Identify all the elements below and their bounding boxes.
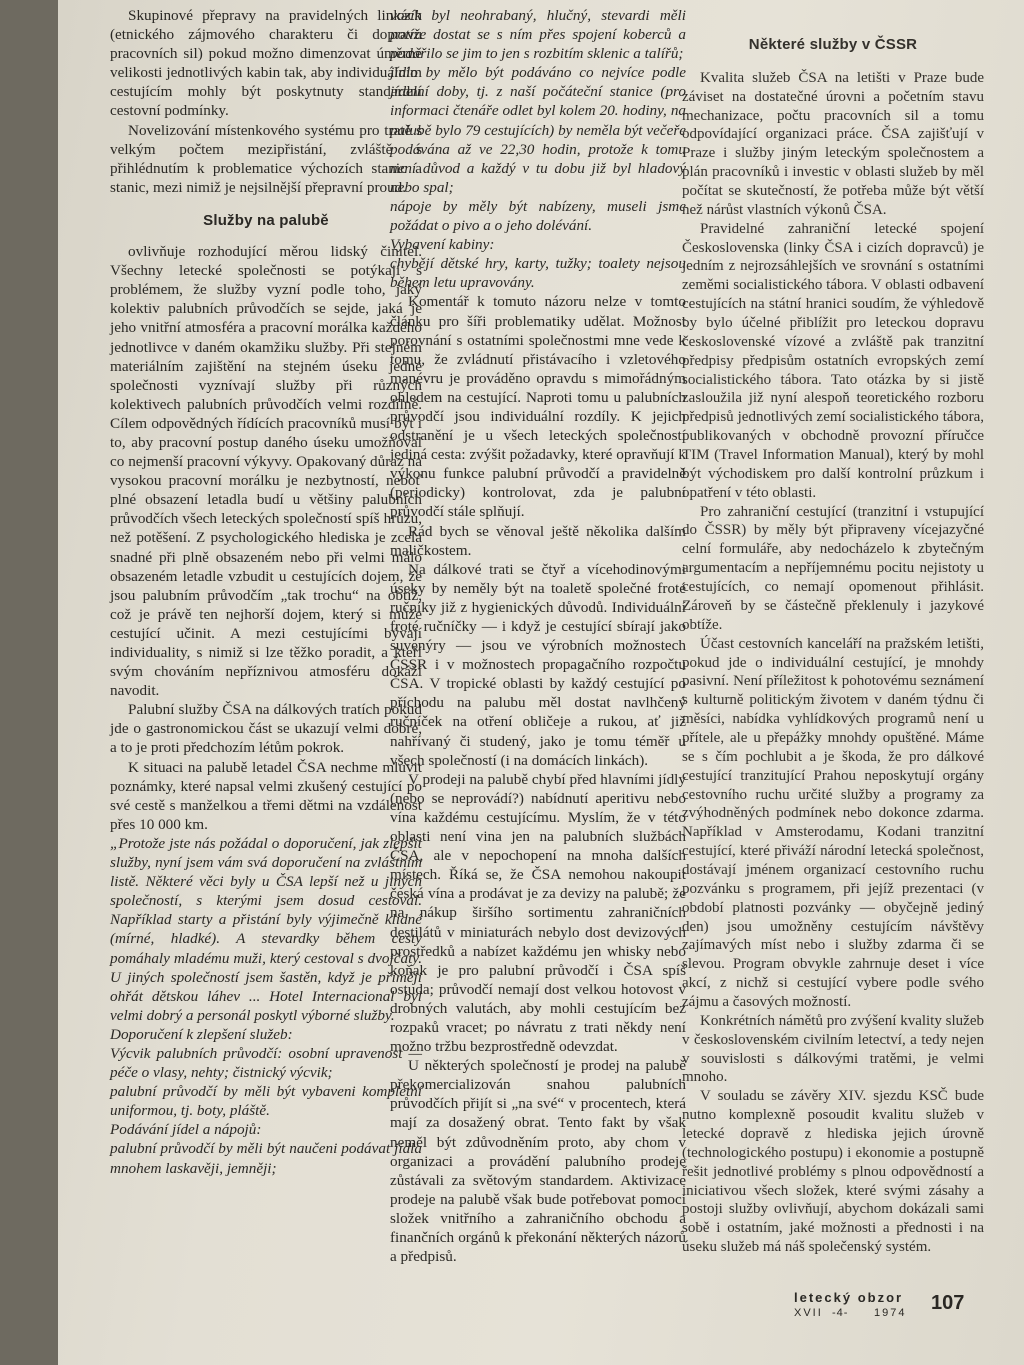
quoted-paragraph: vozík byl neohrabaný, hlučný, stevardi měli potíže dostat se s ním přes spojení koberců a podařilo se jim to jen s rozbitím sklenic a talířů; <box>390 7 686 63</box>
quoted-paragraph: nápoje by měly být nabízeny, museli jsme požádat o pivo a o jeho dolévání. <box>390 197 686 235</box>
quoted-paragraph: Doporučení k zlepšení služeb: <box>110 1025 293 1043</box>
issue-year: 1974 <box>874 1307 907 1319</box>
column-middle <box>390 6 686 1266</box>
body-paragraph: K situaci na palubě letadel ČSA nechme mluvit poznámky, které napsal velmi zkušený cestující po své cestě s manželkou a třemi dětmi na vzdálenost přes 10 000 km. <box>110 758 422 833</box>
body-paragraph: Na dálkové trati se čtyř a vícehodinovými úseky by neměly být na toaletě společné froté ručníky již z hygienických důvodů. Individuální froté ručníčky — i když je cestující sbírají jako suvenýry — jsou ve výrobních možnostech ČSSR i v možnostech propagačního rozpočtu ČSA. V tropické oblasti by každý cestující po příchodu na palubu měl dostat navlhčený ručníček na otření obličeje a rukou, ať již nahřívaný či studený, jako je tomu téměř u všech společností (i na domácích linkách). <box>390 560 686 769</box>
magazine-name: letecký obzor <box>794 1290 904 1305</box>
page-footer <box>794 1290 994 1330</box>
body-paragraph: V prodeji na palubě chybí před hlavními jídly (nebo se neprovádí?) nabídnutí aperitivu nebo vína každému cestujícímu. Myslím, že v této oblasti není vina jen na palubních službách ČSA, ale v nepochopení na mnoha dalších místech. Říká se, že ČSA nemohou nakoupit česká vína a prodávat je za devizy na palubě; že na nákup širšího sortimentu zahraničních destilátů v miniaturách nebylo dost devizových prostředků a nabízet každému jen whisky nebo koňak je pro palubní průvodčí i ČSA spíš ostuda; průvodčí nemají dost velkou hotovost v drobných valutách, aby mohli cestujícím bez rozpaků vracet; po návratu z trati někdy není možno tržbu bezprostředně odevzdat. <box>390 770 686 1056</box>
body-paragraph: Skupinové přepravy na pravidelných linkách (etnického zájmového charakteru či dopravu pracovních sil) pokud možno dimenzovat úměrně velikosti jednotlivých kabin tak, aby individuálním cestujícím mohly být poskytnuty standardní cestovní podmínky. <box>110 7 422 120</box>
quoted-paragraph: palubní průvodčí by měli být vybaveni kompletní uniformou, tj. boty, pláště. <box>110 1083 422 1120</box>
quoted-paragraph: palubní průvodčí by měli být naučeni podávat jídla mnohem laskavěji, jemněji; <box>110 1140 422 1177</box>
quoted-paragraph: chybějí dětské hry, karty, tužky; toalety nejsou během letu upravovány. <box>390 255 686 292</box>
body-paragraph: Konkrétních námětů pro zvýšení kvality služeb v československém civilním letectví, a tedy nejen v souvislosti s dálkovými tratěmi, je velmi mnoho. <box>682 1012 984 1086</box>
volume-number: XVII <box>794 1307 823 1319</box>
body-paragraph: Komentář k tomuto názoru nelze v tomto článku pro šíři problematiky udělat. Možnost porovnání s ostatními společnostmi mne vede k tomu, že zvládnutí přistávacího i vzletového manévru je prováděno opravdu s mimořádným ohledem na cestující. Naproti tomu u palubních průvodčí jsou individuální rozdíly. K jejich odstranění je u všech leteckých společností jediná cesta: zvýšit požadavky, které opravňují k výkonu funkce palubní průvodčí a pravidelně (periodicky) kontrolovat, zda je palubní průvodčí stále splňují. <box>390 293 686 521</box>
quoted-paragraph: Vybavení kabiny: <box>390 236 495 254</box>
body-paragraph: ovlivňuje rozhodující měrou lidský činitel. Všechny letecké společnosti se potýkají s problémem, že služby vyzní podle toho, jaký kolektiv palubních průvodčích se sejde, jaká je jeho vnitřní atmosféra a pracovní morálka každého jednotlivce v daném okamžiku služby. Při stejném materiálním zajištění na stejném úseku jedné společnosti vyznívají služby při různých kolektivech palubních průvodčích velmi rozdílně. Cílem odpovědných řídících pracovníků musí být i to, aby pracovní postup daného úseku umožňoval co nejmenší pracovní výkyvy. Opakovaný důraz na vysokou pracovní morálku je nezbytností, neboť plné obsazení letadla budí u většiny palubních průvodčích všech leteckých společností spíš hrůzu, než potěšení. Z psychologického hlediska je zcela snadné při plně obsazeném nebo při velmi málo obsazeném letadle vzbudit u cestujících dojem, že jsou palubním průvodčím „tak trochu“ na obtíž, což je právě ten nejhorší dojem, který si může cestující učinit. A mezi cestujícími bývají individuality, s nimiž si lze těžko poradit, a kteří svým chováním nepříznivou atmosféru dokáží navodit. <box>110 243 422 700</box>
quoted-paragraph: Podávání jídel a nápojů: <box>110 1121 262 1139</box>
quoted-paragraph: „Protože jste nás požádal o doporučení, jak zlepšit služby, nyní jsem vám svá doporučení na zvláštním listě. Některé věci byly u ČSA lepší než u jiných společností, s kterými jsem dosud cestoval. Například starty a přistání byly výjimečně klidné (mírné, hladké). A stevardky během cesty pomáhaly mladému muži, který cestoval s dvojčaty. U jiných společností jsem šastěn, když je přiměji ohřát dětskou láhev ... Hotel Internacional byl velmi dobrý a personál poskytl výborné služby. <box>110 834 422 1024</box>
body-paragraph: Pro zahraniční cestující (tranzitní i vstupující do ČSSR) by měly být připraveny vícejazyčné celní formuláře, aby nedocházelo k zbytečným argumentacím a nepříjemnému pocitu nejistoty u cestujících, co nemají opomenout přihlásit. Zároveň by se částečně překlenuly i jazykové obtíže. <box>682 503 984 633</box>
quoted-paragraph: jídlo by mělo být podáváno co nejvíce podle jídelní doby, tj. z naší počáteční stanice (pro informaci čtenáře odlet byl kolem 20. hodiny, na palubě bylo 79 cestujících) by neměla být večeře podávána až ve 22,30 hodin, protože k tomu není důvod a každý v tu dobu již byl hladový nebo spal; <box>390 64 686 196</box>
column-right <box>682 6 984 1257</box>
quoted-paragraph: Výcvik palubních průvodčí: osobní upravenost — péče o vlasy, nehty; čistnický výcvik; <box>110 1044 422 1082</box>
magazine-page <box>58 0 1024 1365</box>
body-paragraph: V souladu se závěry XIV. sjezdu KSČ bude nutno komplexně posoudit kvalitu služeb v letecké dopravě z hlediska jejich úrovně (technologického postupu) i ekonomie a postupně řešit jednotlivé problémy s plnou odpovědností a iniciativou všech složek, které svými zásahy a postoji služby ovlivňují, abychom dokázali sami sobě i ostatním, jaké možnosti a přednosti i na úseku služeb má náš společenský systém. <box>682 1088 984 1256</box>
issue-number: -4- <box>832 1307 849 1319</box>
body-paragraph: Palubní služby ČSA na dálkových tratích pokud jde o gastronomickou část se ukazují velmi dobré, a to je proti předchozím létům pokrok. <box>110 701 422 757</box>
section-heading: Služby na palubě <box>203 211 329 229</box>
section-heading: Některé služby v ČSSR <box>748 36 918 53</box>
body-paragraph: Novelizování místenkového systému pro tratě s velkým počtem mezipřistání, zvláště s přihlédnutím k problematice výchozích stanic a stanic, mezi nimiž je nejsilnější přepravní proud. <box>110 121 422 196</box>
body-paragraph: Pravidelné zahraniční letecké spojení Československa (linky ČSA i cizích dopravců) je jedním z nejrozsáhlejších ve srovnání s ostatními zeměmi socialistického tábora. V oblasti odbavení cestujících na státní hranici soudím, že výhledově by bylo účelné přiblížit pro leteckou dopravu československé vízové a zvláště pak tranzitní předpisy předpisům ostatních evropských zemí socialistického tábora. Tato otázka by si jistě zasloužila již nyní alespoň teoretického rozboru předpisů jednotlivých zemí socialistického tábora, publikovaných v obchodně provozní příručce TIM (Travel Information Manual), který by mohl být východiskem pro další kontrolní průzkum i opatření v této oblasti. <box>682 220 984 501</box>
body-paragraph: Rád bych se věnoval ještě několika dalším maličkostem. <box>390 522 686 559</box>
column-left <box>110 6 422 1178</box>
body-paragraph: Účast cestovních kanceláří na pražském letišti, pokud jde o individuální cestující, je mnohdy pasivní. Není příležitost k pohotovému seznámení s kulturně politickým životem v daném týdnu či měsíci, nabídka vyhlídkových programů není u přítele, ale u přepážky mnohdy opuštěné. Máme se s čím pochlubit a je škoda, že pro dálkové cestující tranzitující Prahou neposkytují orgány cestovního ruchu určité služby a programy za zvýhodněných podmínek nebo dokonce zdarma. Například v Amsterodamu, Kodani tranzitní cestující, které přiváží národní letecká společnost, dostávají jménem organizací cestovního ruchu pozvánku s programem, při jejíž prezentaci (v období platnosti pozvánky — obyčejně jediný den) jsou umožněny cestujícím návštěvy zajímavých míst nebo i služby zdarma či se slevou. Program obvykle zahrnuje deset i více akcí, z nichž si cestující vybere podle svého zájmu a časových možností. <box>682 635 984 1010</box>
page-number: 107 <box>931 1292 965 1314</box>
body-paragraph: Kvalita služeb ČSA na letišti v Praze bude záviset na dostatečné úrovni a početním stavu mechanizace, počtu pracovních sil a tomu odpovídající organizaci práce. ČSA zajišťují v Praze i služby jiným leteckým společnostem a plán pracovníků i investic v oblasti služeb by měl počítat se skutečností, že potřeba může být větší než nárůst vlastních výkonů ČSA. <box>682 69 984 218</box>
body-paragraph: U některých společností je prodej na palubě překomercializován snahou palubních průvodčích přijít si „na své“ v procentech, která mají za dosažený obrat. Tento fakt by však neměl být zdůvodněním proto, aby chom v organizaci a provádění palubního prodeje zůstávali za světovým standardem. Aktivizace prodeje na palubě však bude potřebovat pomoci složek vnitřního a zahraničního obchodu a finančních orgánů k překonání některých názorů a předpisů. <box>390 1057 686 1266</box>
